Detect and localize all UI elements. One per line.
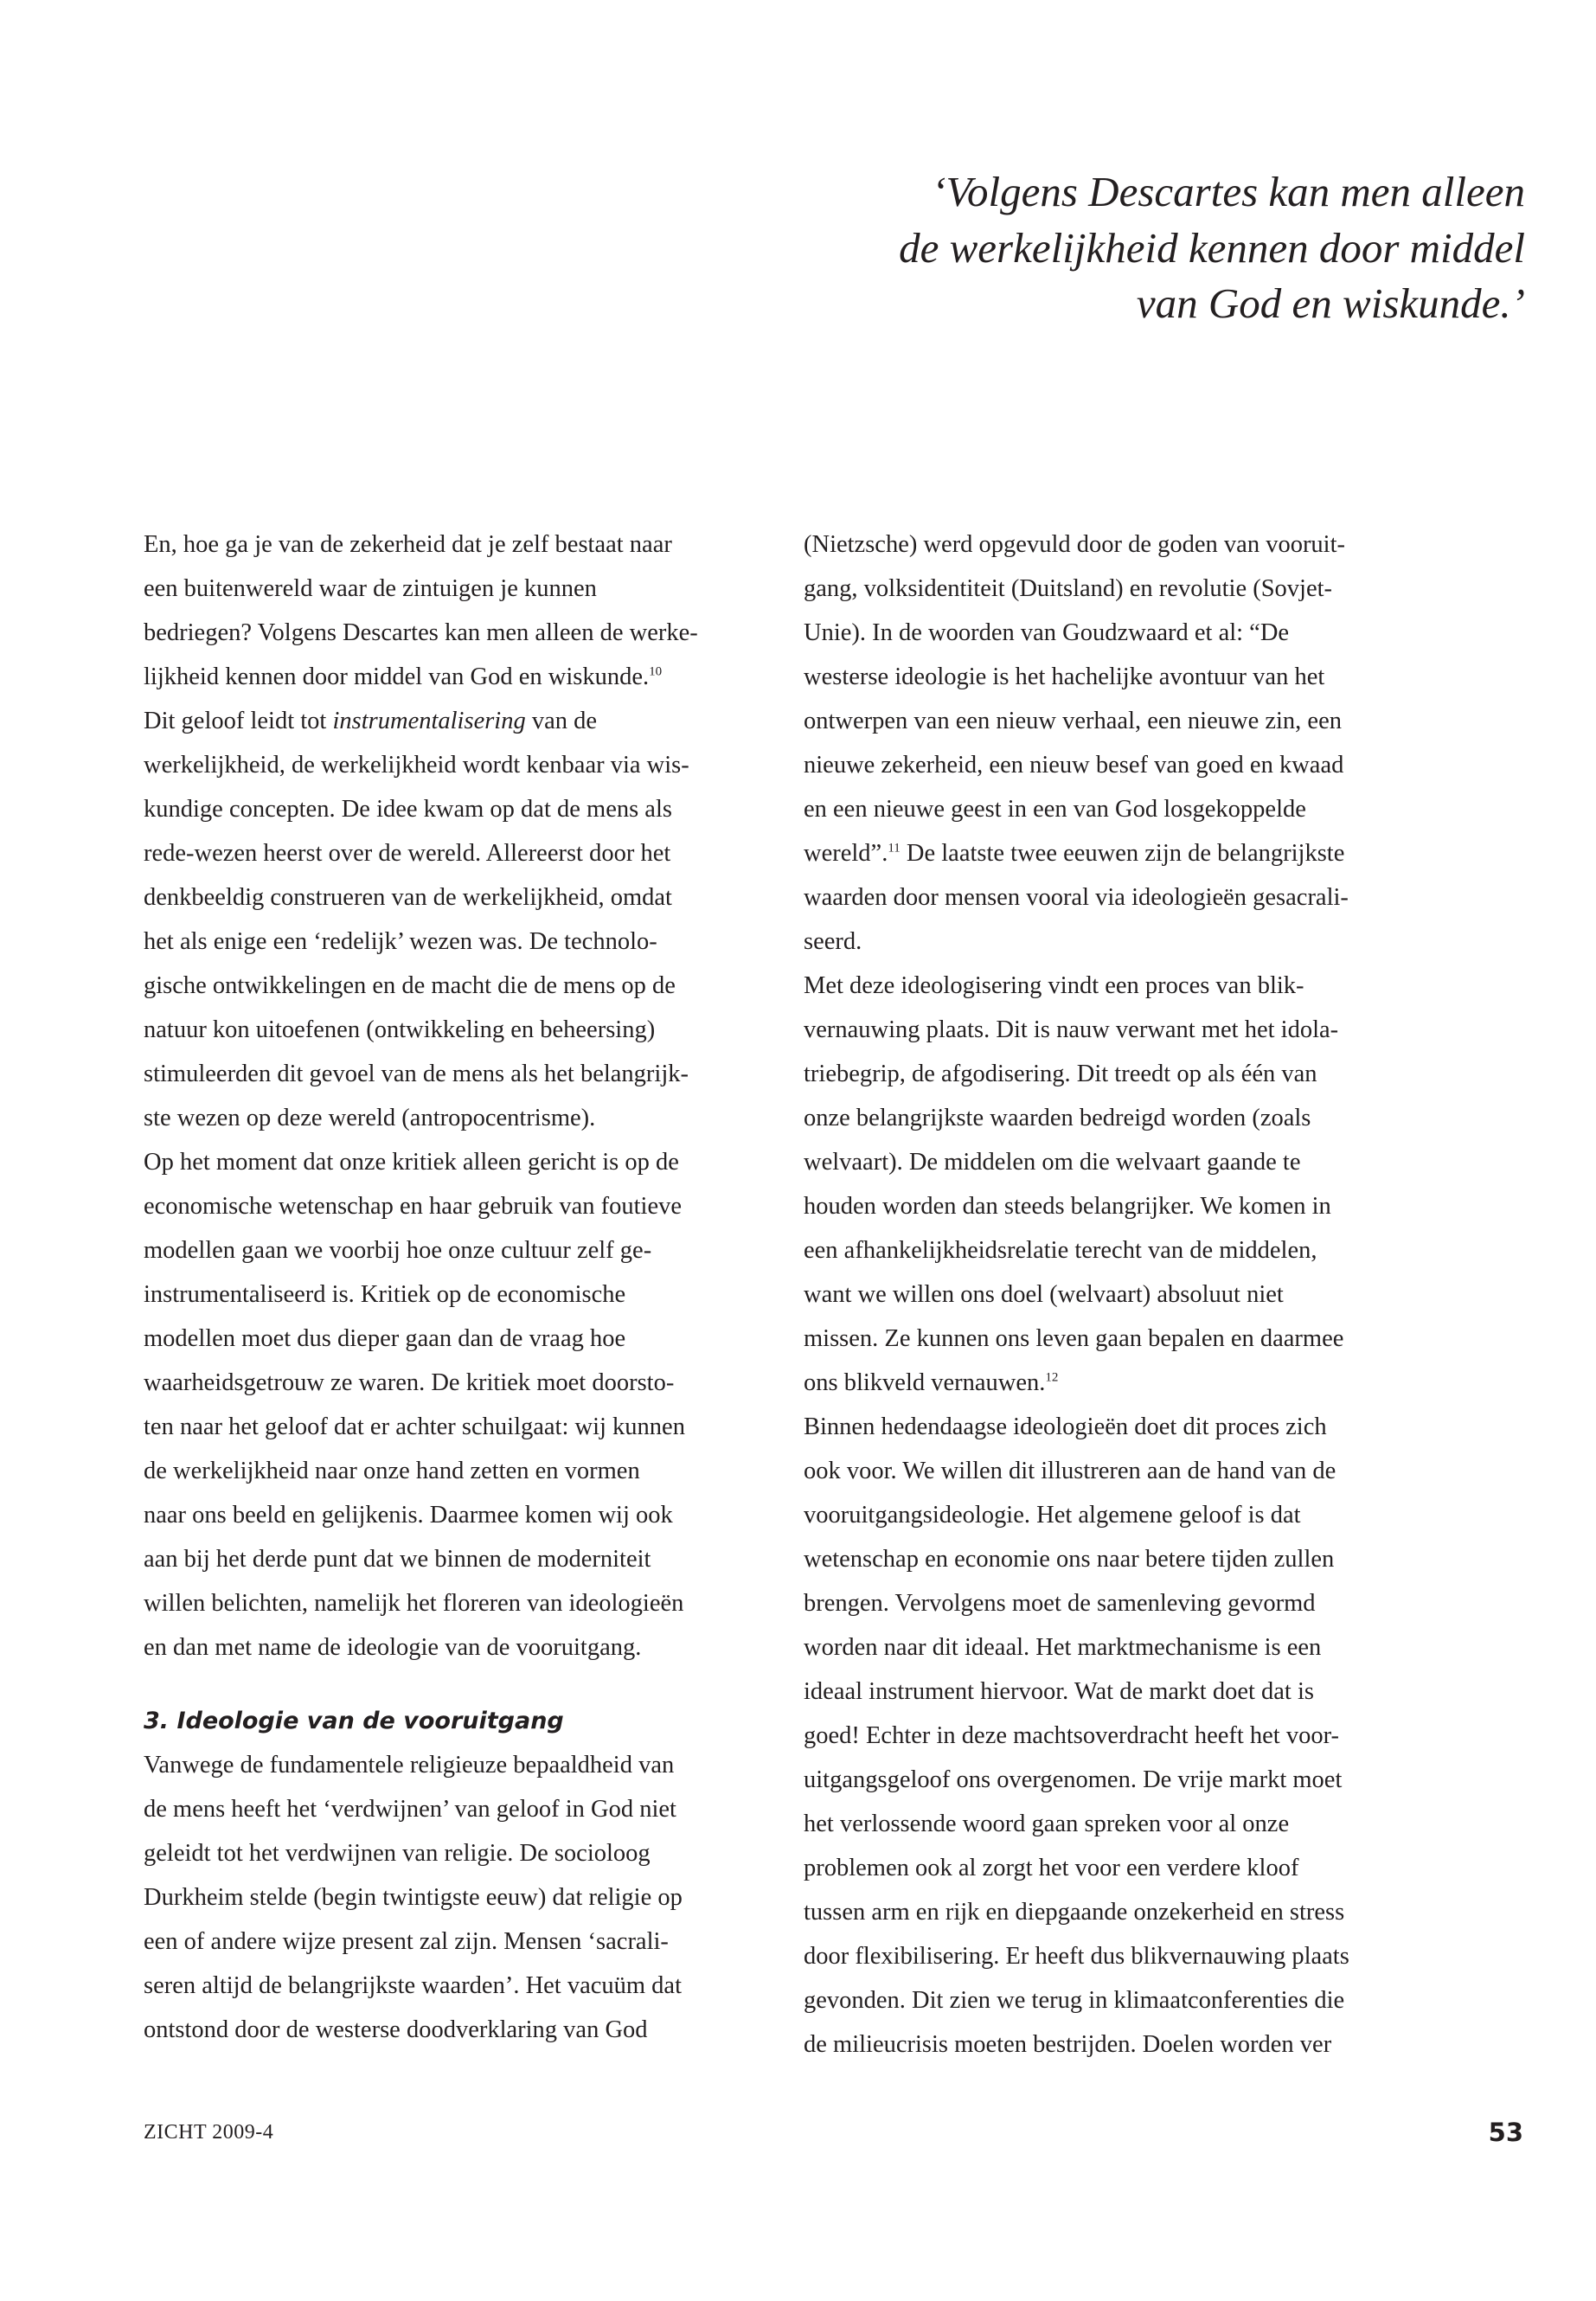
text-line: worden naar dit ideaal. Het marktmechanisme is een bbox=[804, 1634, 1322, 1661]
text-line: modellen moet dus dieper gaan dan de vraag hoe bbox=[144, 1325, 626, 1352]
text-line: vernauwing plaats. Dit is nauw verwant met het idola- bbox=[804, 1016, 1339, 1043]
text-fragment: Dit geloof leidt tot bbox=[144, 708, 333, 734]
text-line: natuur kon uitoefenen (ontwikkeling en beheersing) bbox=[144, 1016, 656, 1043]
text-line: gische ontwikkelingen en de macht die de mens op de bbox=[144, 972, 676, 999]
text-line: problemen ook al zorgt het voor een verdere kloof bbox=[804, 1855, 1299, 1881]
paragraph bbox=[804, 1405, 1435, 2067]
text-line: een of andere wijze present zal zijn. Mensen ‘sacrali- bbox=[144, 1928, 669, 1955]
text-line: kundige concepten. De idee kwam op dat de mens als bbox=[144, 796, 672, 823]
text-line: ontwerpen van een nieuw verhaal, een nieuwe zin, een bbox=[804, 708, 1342, 734]
paragraph bbox=[804, 522, 1435, 964]
text-line: een afhankelijkheidsrelatie terecht van de middelen, bbox=[804, 1237, 1317, 1264]
text-line: de mens heeft het ‘verdwijnen’ van geloof in God niet bbox=[144, 1796, 676, 1823]
text-fragment: van de bbox=[525, 708, 598, 734]
text-line: stimuleerden dit gevoel van de mens als het belangrijk- bbox=[144, 1061, 689, 1087]
pull-quote-line: van God en wiskunde.’ bbox=[1136, 279, 1525, 328]
text-line: het verlossende woord gaan spreken voor al onze bbox=[804, 1811, 1290, 1837]
text-line: uitgangsgeloof ons overgenomen. De vrije markt moet bbox=[804, 1766, 1343, 1793]
paragraph bbox=[144, 522, 775, 1140]
text-line: gang, volksidentiteit (Duitsland) en revolutie (Sovjet- bbox=[804, 575, 1333, 602]
text-line: naar ons beeld en gelijkenis. Daarmee komen wij ook bbox=[144, 1502, 673, 1529]
text-line: Vanwege de fundamentele religieuze bepaaldheid van bbox=[144, 1752, 675, 1779]
text-line: werkelijkheid, de werkelijkheid wordt kenbaar via wis- bbox=[144, 752, 689, 779]
text-line: westerse ideologie is het hachelijke avontuur van het bbox=[804, 663, 1325, 690]
text-line: het als enige een ‘redelijk’ wezen was. De technolo- bbox=[144, 928, 657, 955]
footnote-ref-12[interactable]: 12 bbox=[1045, 1370, 1059, 1385]
text-line: seerd. bbox=[804, 928, 862, 955]
text-line: waarden door mensen vooral via ideologieën gesacrali- bbox=[804, 884, 1349, 911]
emphasis-instrumentalisering: instrumentalisering bbox=[332, 708, 526, 734]
text-line: ook voor. We willen dit illustreren aan de hand van de bbox=[804, 1458, 1336, 1484]
text-line bbox=[144, 655, 775, 699]
text-line: geleidt tot het verdwijnen van religie. De socioloog bbox=[144, 1840, 651, 1867]
paragraph bbox=[144, 1140, 775, 1670]
text-line: Durkheim stelde (begin twintigste eeuw) dat religie op bbox=[144, 1884, 683, 1911]
text-line bbox=[804, 831, 1435, 875]
text-line: triebegrip, de afgodisering. Dit treedt op als één van bbox=[804, 1061, 1317, 1087]
section-heading: 3. Ideologie van de vooruitgang bbox=[144, 1708, 564, 1734]
text-line: de milieucrisis moeten bestrijden. Doelen worden ver bbox=[804, 2031, 1332, 2058]
text-line: bedriegen? Volgens Descartes kan men alleen de werke- bbox=[144, 619, 698, 646]
text-line: Binnen hedendaagse ideologieën doet dit proces zich bbox=[804, 1413, 1327, 1440]
text-fragment: wereld”. bbox=[804, 840, 888, 867]
left-column bbox=[144, 522, 775, 2052]
text-line: En, hoe ga je van de zekerheid dat je zelf bestaat naar bbox=[144, 531, 672, 558]
text-line: Met deze ideologisering vindt een proces van blik- bbox=[804, 972, 1304, 999]
page-number: 53 bbox=[1488, 2118, 1523, 2147]
text-line: ideaal instrument hiervoor. Wat de markt doet dat is bbox=[804, 1678, 1314, 1705]
text-line: goed! Echter in deze machtsoverdracht heeft het voor- bbox=[804, 1722, 1340, 1749]
text-line: willen belichten, namelijk het floreren van ideologieën bbox=[144, 1590, 684, 1617]
text-line: Op het moment dat onze kritiek alleen gericht is op de bbox=[144, 1149, 679, 1176]
text-line: een buitenwereld waar de zintuigen je kunnen bbox=[144, 575, 597, 602]
pull-quote-line: de werkelijkheid kennen door middel bbox=[899, 223, 1525, 272]
text-line: missen. Ze kunnen ons leven gaan bepalen en daarmee bbox=[804, 1325, 1344, 1352]
text-line: aan bij het derde punt dat we binnen de moderniteit bbox=[144, 1546, 651, 1573]
text-line: ten naar het geloof dat er achter schuilgaat: wij kunnen bbox=[144, 1413, 685, 1440]
text-line: onze belangrijkste waarden bedreigd worden (zoals bbox=[804, 1105, 1311, 1131]
text-line: economische wetenschap en haar gebruik van foutieve bbox=[144, 1193, 682, 1220]
text-line: brengen. Vervolgens moet de samenleving gevormd bbox=[804, 1590, 1316, 1617]
text-line: (Nietzsche) werd opgevuld door de goden van vooruit- bbox=[804, 531, 1346, 558]
pull-quote-line: ‘Volgens Descartes kan men alleen bbox=[932, 168, 1525, 215]
text-line: Unie). In de woorden van Goudzwaard et al: “De bbox=[804, 619, 1290, 646]
text-line: vooruitgangsideologie. Het algemene geloof is dat bbox=[804, 1502, 1301, 1529]
journal-issue: ZICHT 2009-4 bbox=[144, 2121, 274, 2144]
text-line bbox=[804, 1361, 1435, 1405]
section-spacer bbox=[144, 1670, 775, 1699]
text-line: rede-wezen heerst over de wereld. Allereerst door het bbox=[144, 840, 671, 867]
right-column bbox=[804, 522, 1435, 2067]
text-line: en dan met name de ideologie van de vooruitgang. bbox=[144, 1634, 642, 1661]
text-line: wetenschap en economie ons naar betere tijden zullen bbox=[804, 1546, 1335, 1573]
text-line: seren altijd de belangrijkste waarden’. Het vacuüm dat bbox=[144, 1972, 683, 1999]
text-fragment: lijkheid kennen door middel van God en wiskunde. bbox=[144, 663, 650, 690]
text-line: ontstond door de westerse doodverklaring van God bbox=[144, 2016, 648, 2043]
text-line: welvaart). De middelen om die welvaart gaande te bbox=[804, 1149, 1301, 1176]
footnote-ref-11[interactable]: 11 bbox=[888, 841, 901, 856]
paragraph bbox=[144, 1743, 775, 2052]
text-line: waarheidsgetrouw ze waren. De kritiek moet doorsto- bbox=[144, 1369, 675, 1396]
text-line: gevonden. Dit zien we terug in klimaatconferenties die bbox=[804, 1987, 1345, 2014]
text-line: tussen arm en rijk en diepgaande onzekerheid en stress bbox=[804, 1899, 1345, 1926]
footnote-ref-10[interactable]: 10 bbox=[649, 664, 663, 679]
text-line: instrumentaliseerd is. Kritiek op de economische bbox=[144, 1281, 626, 1308]
paragraph bbox=[804, 964, 1435, 1405]
text-line: houden worden dan steeds belangrijker. We komen in bbox=[804, 1193, 1331, 1220]
text-line: want we willen ons doel (welvaart) absoluut niet bbox=[804, 1281, 1284, 1308]
text-line: en een nieuwe geest in een van God losgekoppelde bbox=[804, 796, 1306, 823]
text-fragment: De laatste twee eeuwen zijn de belangrijkste bbox=[900, 840, 1345, 867]
text-line: denkbeeldig construeren van de werkelijkheid, omdat bbox=[144, 884, 672, 911]
text-line: modellen gaan we voorbij hoe onze cultuur zelf ge- bbox=[144, 1237, 652, 1264]
text-line: ste wezen op deze wereld (antropocentrisme). bbox=[144, 1105, 596, 1131]
text-line bbox=[144, 699, 775, 743]
pull-quote bbox=[747, 164, 1525, 332]
text-line: nieuwe zekerheid, een nieuw besef van goed en kwaad bbox=[804, 752, 1344, 779]
text-line: de werkelijkheid naar onze hand zetten en vormen bbox=[144, 1458, 640, 1484]
text-line: door flexibilisering. Er heeft dus blikvernauwing plaats bbox=[804, 1943, 1349, 1970]
text-fragment: ons blikveld vernauwen. bbox=[804, 1369, 1046, 1396]
